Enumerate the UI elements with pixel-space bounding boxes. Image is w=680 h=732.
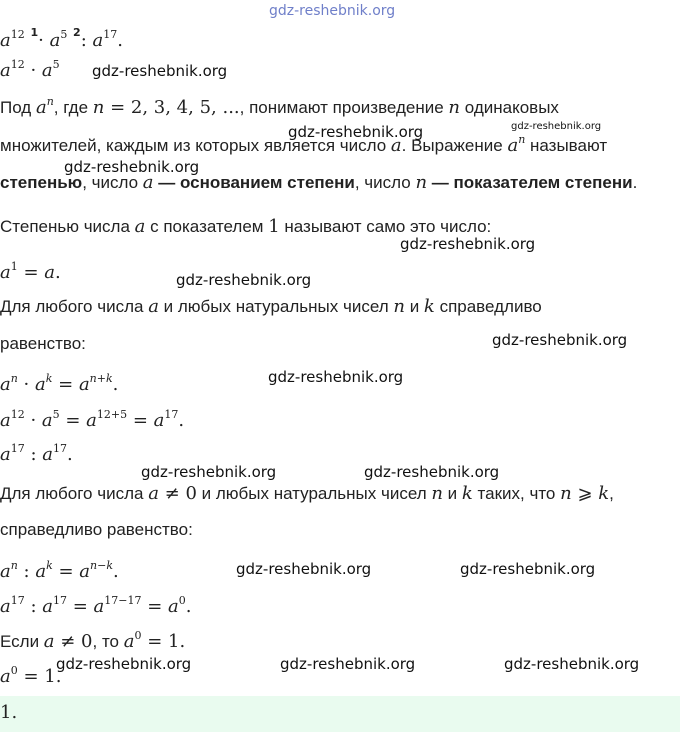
watermark: gdz-reshebnik.org — [280, 655, 416, 673]
definition-line-2: множителей, каждым из которых является число a. Выражение $a^n$ называют — [0, 133, 608, 156]
watermark: gdz-reshebnik.org — [141, 463, 277, 481]
product-rule-line-2: равенство: — [0, 334, 86, 353]
watermark: gdz-reshebnik.org — [64, 158, 200, 176]
watermark-top[interactable]: gdz-reshebnik.org — [269, 3, 396, 19]
expression-quotient-rule: $a^n$ : $a^k = a^{n-k}$. — [0, 559, 119, 582]
expression-zero-power: $a^0 = 1$. — [0, 664, 62, 687]
watermark: gdz-reshebnik.org — [504, 655, 640, 673]
watermark: gdz-reshebnik.org — [176, 271, 312, 289]
expression-quotient-start: $a^{17}$ : $a^{17}$. — [0, 442, 73, 465]
watermark: gdz-reshebnik.org — [400, 235, 536, 253]
zero-power-condition: Если a ≠ 0, то $a^0 = 1$. — [0, 629, 186, 652]
quotient-rule-line-1: Для любого числа a ≠ 0 и любых натуральных чисел n и k таких, что n ⩾ k, — [0, 483, 614, 504]
watermark: gdz-reshebnik.org — [288, 123, 424, 141]
expression-line-2: $a^{12} \cdot a^5$ — [0, 58, 60, 81]
quotient-rule-line-2: справедливо равенство: — [0, 520, 193, 539]
expression-product-rule: $a^n \cdot a^k = a^{n+k}$. — [0, 372, 119, 395]
expression-product-example: $a^{12} \cdot a^5 = a^{12+5} = a^{17}$. — [0, 408, 185, 431]
power-one-line: Степенью числа a с показателем 1 называют само это число: — [0, 216, 492, 237]
expression-line-1: $a^{12}$ $^1\cdot a^5$ $^2$: $a^{17}$. — [0, 26, 123, 51]
definition-line-3: степенью, число a — основанием степени, число n — показателем степени. — [0, 172, 638, 193]
expression-quotient-example: $a^{17}$ : $a^{17} = a^{17-17} = a^0$. — [0, 594, 192, 617]
expression-a1: $a^1 = a$. — [0, 260, 61, 283]
watermark: gdz-reshebnik.org — [492, 331, 628, 349]
answer-value: 1. — [0, 702, 18, 723]
answer-box — [0, 696, 680, 732]
watermark: gdz-reshebnik.org — [92, 62, 228, 80]
watermark: gdz-reshebnik.org — [268, 368, 404, 386]
mark-2: 2 — [73, 26, 81, 39]
watermark: gdz-reshebnik.org — [236, 560, 372, 578]
watermark: gdz-reshebnik.org — [460, 560, 596, 578]
watermark: gdz-reshebnik.org — [364, 463, 500, 481]
definition-line-1: Под $a^n$, где n = 2, 3, 4, 5, ..., понимают произведение n одинаковых — [0, 95, 559, 118]
product-rule-line-1: Для любого числа a и любых натуральных чисел n и k справедливо — [0, 296, 542, 317]
watermark: gdz-reshebnik.org — [56, 655, 192, 673]
mark-1: 1 — [30, 26, 39, 39]
watermark-small: gdz-reshebnik.org — [511, 121, 602, 132]
